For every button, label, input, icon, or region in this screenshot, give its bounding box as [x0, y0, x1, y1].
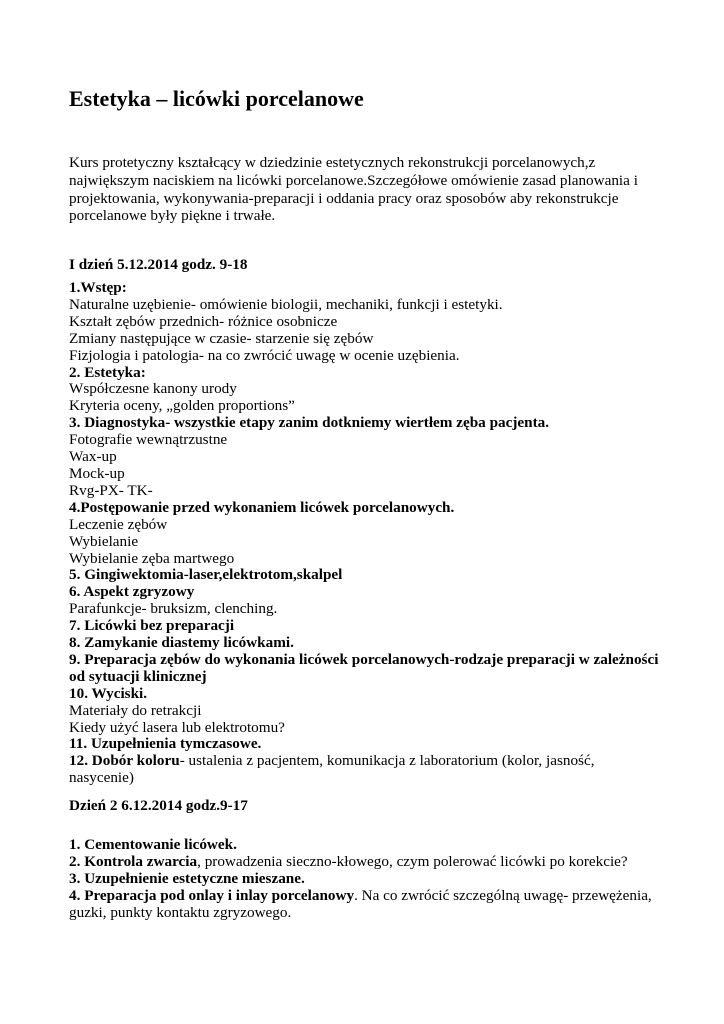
agenda-line-bold: 2. Estetyka: [69, 363, 146, 381]
agenda-line [69, 635, 661, 652]
agenda-line-text: Zmiany następujące w czasie- starzenie się zębów [69, 329, 374, 347]
agenda-line-text: Wybielanie zęba martwego [69, 549, 235, 567]
day1-heading: I dzień 5.12.2014 godz. 9-18 [69, 256, 248, 273]
agenda-line-text: Wybielanie [69, 532, 139, 550]
agenda-line [69, 601, 661, 618]
agenda-line-text: Wax-up [69, 448, 117, 466]
agenda-line-bold: 9. Preparacja zębów do wykonania licówek porcelanowych-rodzaje preparacji w zależności od sytuacji klinicznej [69, 650, 659, 685]
agenda-line-text: Mock-up [69, 464, 125, 482]
agenda-line [69, 432, 661, 449]
agenda-line-bold: 12. Dobór koloru [69, 752, 180, 770]
document-title: Estetyka – licówki porcelanowe [69, 86, 364, 111]
agenda-line [69, 398, 661, 415]
agenda-line-bold: 10. Wyciski. [69, 684, 148, 702]
agenda-line-text: Współczesne kanony urody [69, 380, 237, 398]
agenda-line [69, 854, 661, 871]
day1-agenda [69, 280, 661, 787]
agenda-line [69, 871, 661, 888]
agenda-line [69, 466, 661, 483]
agenda-line [69, 534, 661, 551]
agenda-line [69, 837, 661, 854]
agenda-line-text: Rvg-PX- TK- [69, 481, 153, 499]
agenda-line-text: Materiały do retrakcji [69, 701, 202, 719]
agenda-line [69, 686, 661, 703]
agenda-line-bold: 4.Postępowanie przed wykonaniem licówek porcelanowych. [69, 498, 455, 516]
agenda-line-bold: 11. Uzupełnienia tymczasowe. [69, 735, 262, 753]
agenda-line [69, 567, 661, 584]
agenda-line [69, 517, 661, 534]
agenda-line [69, 280, 661, 297]
agenda-line-bold: 6. Aspekt zgryzowy [69, 583, 195, 601]
agenda-line-bold: 2. Kontrola zwarcia [69, 852, 198, 870]
agenda-line [69, 348, 661, 365]
agenda-line [69, 500, 661, 517]
agenda-line [69, 365, 661, 382]
agenda-line [69, 449, 661, 466]
agenda-line [69, 736, 661, 753]
agenda-line-text: - ustalenia z pacjentem, komunikacja z laboratorium (kolor, jasność, nasycenie) [69, 752, 595, 787]
agenda-line-text: , prowadzenia sieczno-kłowego, czym polerować licówki po korekcie? [197, 852, 628, 870]
agenda-line-bold: 4. Preparacja pod onlay i inlay porcelanowy [69, 886, 355, 904]
agenda-line-bold: 1. Cementowanie licówek. [69, 836, 237, 853]
agenda-line [69, 415, 661, 432]
day2-heading: Dzień 2 6.12.2014 godz.9-17 [69, 797, 248, 814]
agenda-line-text: Kształt zębów przednich- różnice osobnicze [69, 312, 338, 330]
agenda-line-bold: 5. Gingiwektomia-laser,elektrotom,skalpel [69, 566, 343, 584]
agenda-line-bold: 8. Zamykanie diastemy licówkami. [69, 634, 294, 652]
agenda-line-bold: 1.Wstęp: [69, 279, 127, 296]
intro-paragraph: Kurs protetyczny kształcący w dziedzinie estetycznych rekonstrukcji porcelanowych,z największym naciskiem na licówki porcelanowe.Szczegółowe omówienie zasad planowania i projektowania, wykonywania-preparacji i oddania pracy oraz sposobów aby rekonstrukcje porcelanowe były piękne i trwałe. [69, 154, 638, 225]
day2-agenda [69, 837, 661, 922]
agenda-line [69, 551, 661, 568]
agenda-line [69, 331, 661, 348]
agenda-line-bold: 3. Uzupełnienie estetyczne mieszane. [69, 869, 305, 887]
agenda-line [69, 297, 661, 314]
agenda-line-text: . Na co zwrócić szczególną uwagę- przewężenia, guzki, punkty kontaktu zgryzowego. [69, 886, 652, 921]
agenda-line [69, 720, 661, 737]
agenda-line [69, 483, 661, 500]
agenda-line-text: Kryteria oceny, „golden proportions” [69, 397, 295, 415]
agenda-line-bold: 3. Diagnostyka- wszystkie etapy zanim dotkniemy wiertłem zęba pacjenta. [69, 414, 550, 432]
agenda-line-text: Kiedy użyć lasera lub elektrotomu? [69, 718, 285, 736]
agenda-line-text: Naturalne uzębienie- omówienie biologii, mechaniki, funkcji i estetyki. [69, 295, 503, 313]
agenda-line [69, 888, 661, 922]
agenda-line [69, 381, 661, 398]
agenda-line-text: Leczenie zębów [69, 515, 168, 533]
agenda-line-text: Fotografie wewnątrzustne [69, 431, 228, 449]
agenda-line-text: Parafunkcje- bruksizm, clenching. [69, 600, 278, 618]
agenda-line [69, 652, 661, 686]
agenda-line [69, 618, 661, 635]
agenda-line [69, 314, 661, 331]
agenda-line [69, 753, 661, 787]
agenda-line [69, 703, 661, 720]
agenda-line-bold: 7. Licówki bez preparacji [69, 617, 235, 635]
agenda-line-text: Fizjologia i patologia- na co zwrócić uwagę w ocenie uzębienia. [69, 346, 460, 364]
agenda-line [69, 584, 661, 601]
